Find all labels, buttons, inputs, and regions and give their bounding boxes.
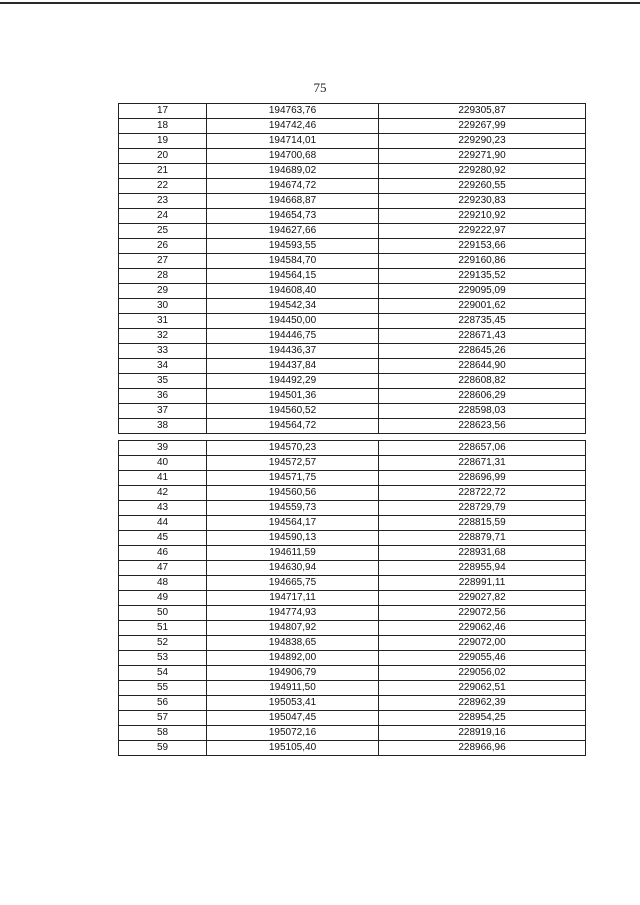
x-coordinate-cell: 194501,36 <box>207 389 379 404</box>
x-coordinate-cell: 194571,75 <box>207 471 379 486</box>
y-coordinate-cell: 228657,06 <box>379 441 586 456</box>
y-coordinate-cell: 228671,43 <box>379 329 586 344</box>
table-row <box>119 134 586 149</box>
table-row <box>119 576 586 591</box>
x-coordinate-cell: 194774,93 <box>207 606 379 621</box>
x-coordinate-cell: 194572,57 <box>207 456 379 471</box>
y-coordinate-cell: 229230,83 <box>379 194 586 209</box>
point-number-cell: 51 <box>119 621 207 636</box>
table-row <box>119 666 586 681</box>
x-coordinate-cell: 194700,68 <box>207 149 379 164</box>
table-row <box>119 194 586 209</box>
x-coordinate-cell: 194714,01 <box>207 134 379 149</box>
x-coordinate-cell: 194564,15 <box>207 269 379 284</box>
table-row <box>119 546 586 561</box>
table-row <box>119 314 586 329</box>
point-number-cell: 35 <box>119 374 207 389</box>
point-number-cell: 55 <box>119 681 207 696</box>
point-number-cell: 40 <box>119 456 207 471</box>
x-coordinate-cell: 194911,50 <box>207 681 379 696</box>
y-coordinate-cell: 229260,55 <box>379 179 586 194</box>
table-row <box>119 606 586 621</box>
point-number-cell: 53 <box>119 651 207 666</box>
x-coordinate-cell: 194838,65 <box>207 636 379 651</box>
point-number-cell: 43 <box>119 501 207 516</box>
x-coordinate-cell: 194436,37 <box>207 344 379 359</box>
point-number-cell: 59 <box>119 741 207 756</box>
x-coordinate-cell: 194611,59 <box>207 546 379 561</box>
point-number-cell: 34 <box>119 359 207 374</box>
point-number-cell: 30 <box>119 299 207 314</box>
y-coordinate-cell: 228671,31 <box>379 456 586 471</box>
y-coordinate-cell: 228729,79 <box>379 501 586 516</box>
x-coordinate-cell: 194437,84 <box>207 359 379 374</box>
point-number-cell: 52 <box>119 636 207 651</box>
x-coordinate-cell: 194717,11 <box>207 591 379 606</box>
table-row <box>119 344 586 359</box>
y-coordinate-cell: 228879,71 <box>379 531 586 546</box>
table-row <box>119 104 586 119</box>
y-coordinate-cell: 229305,87 <box>379 104 586 119</box>
y-coordinate-cell: 228955,94 <box>379 561 586 576</box>
page-number: 75 <box>313 80 327 95</box>
y-coordinate-cell: 228991,11 <box>379 576 586 591</box>
y-coordinate-cell: 229072,00 <box>379 636 586 651</box>
table-row <box>119 149 586 164</box>
x-coordinate-cell: 194906,79 <box>207 666 379 681</box>
y-coordinate-cell: 228919,16 <box>379 726 586 741</box>
coordinates-table-body <box>119 104 586 434</box>
x-coordinate-cell: 194608,40 <box>207 284 379 299</box>
table-row <box>119 621 586 636</box>
x-coordinate-cell: 194559,73 <box>207 501 379 516</box>
y-coordinate-cell: 228722,72 <box>379 486 586 501</box>
x-coordinate-cell: 195072,16 <box>207 726 379 741</box>
point-number-cell: 24 <box>119 209 207 224</box>
point-number-cell: 20 <box>119 149 207 164</box>
point-number-cell: 27 <box>119 254 207 269</box>
point-number-cell: 48 <box>119 576 207 591</box>
y-coordinate-cell: 229027,82 <box>379 591 586 606</box>
table-row <box>119 269 586 284</box>
point-number-cell: 26 <box>119 239 207 254</box>
table-row <box>119 456 586 471</box>
table-row <box>119 741 586 756</box>
y-coordinate-cell: 229160,86 <box>379 254 586 269</box>
y-coordinate-cell: 228966,96 <box>379 741 586 756</box>
point-number-cell: 41 <box>119 471 207 486</box>
point-number-cell: 19 <box>119 134 207 149</box>
y-coordinate-cell: 229280,92 <box>379 164 586 179</box>
x-coordinate-cell: 194630,94 <box>207 561 379 576</box>
x-coordinate-cell: 194542,34 <box>207 299 379 314</box>
y-coordinate-cell: 229062,51 <box>379 681 586 696</box>
y-coordinate-cell: 229210,92 <box>379 209 586 224</box>
y-coordinate-cell: 229001,62 <box>379 299 586 314</box>
table-row <box>119 284 586 299</box>
point-number-cell: 36 <box>119 389 207 404</box>
table-row <box>119 374 586 389</box>
table-row <box>119 209 586 224</box>
table-row <box>119 359 586 374</box>
x-coordinate-cell: 194668,87 <box>207 194 379 209</box>
y-coordinate-cell: 228815,59 <box>379 516 586 531</box>
y-coordinate-cell: 228954,25 <box>379 711 586 726</box>
table-row <box>119 329 586 344</box>
y-coordinate-cell: 228644,90 <box>379 359 586 374</box>
table-row <box>119 561 586 576</box>
point-number-cell: 22 <box>119 179 207 194</box>
table-row <box>119 711 586 726</box>
point-number-cell: 45 <box>119 531 207 546</box>
table-row <box>119 651 586 666</box>
y-coordinate-cell: 228962,39 <box>379 696 586 711</box>
point-number-cell: 50 <box>119 606 207 621</box>
table-row <box>119 179 586 194</box>
y-coordinate-cell: 228931,68 <box>379 546 586 561</box>
table-row <box>119 164 586 179</box>
table-row <box>119 419 586 434</box>
x-coordinate-cell: 194446,75 <box>207 329 379 344</box>
y-coordinate-cell: 229222,97 <box>379 224 586 239</box>
point-number-cell: 44 <box>119 516 207 531</box>
table-row <box>119 471 586 486</box>
point-number-cell: 21 <box>119 164 207 179</box>
y-coordinate-cell: 229072,56 <box>379 606 586 621</box>
coordinates-table-upper <box>118 103 586 434</box>
table-row <box>119 696 586 711</box>
point-number-cell: 38 <box>119 419 207 434</box>
table-row <box>119 404 586 419</box>
point-number-cell: 39 <box>119 441 207 456</box>
y-coordinate-cell: 229290,23 <box>379 134 586 149</box>
point-number-cell: 49 <box>119 591 207 606</box>
point-number-cell: 57 <box>119 711 207 726</box>
y-coordinate-cell: 229095,09 <box>379 284 586 299</box>
y-coordinate-cell: 228606,29 <box>379 389 586 404</box>
table-row <box>119 591 586 606</box>
x-coordinate-cell: 194564,17 <box>207 516 379 531</box>
y-coordinate-cell: 229135,52 <box>379 269 586 284</box>
point-number-cell: 28 <box>119 269 207 284</box>
point-number-cell: 37 <box>119 404 207 419</box>
y-coordinate-cell: 229062,46 <box>379 621 586 636</box>
x-coordinate-cell: 194584,70 <box>207 254 379 269</box>
y-coordinate-cell: 228735,45 <box>379 314 586 329</box>
top-border-line <box>0 2 640 4</box>
table-row <box>119 516 586 531</box>
point-number-cell: 31 <box>119 314 207 329</box>
y-coordinate-cell: 228608,82 <box>379 374 586 389</box>
table-row <box>119 224 586 239</box>
point-number-cell: 56 <box>119 696 207 711</box>
table-row <box>119 441 586 456</box>
table-row <box>119 239 586 254</box>
x-coordinate-cell: 195047,45 <box>207 711 379 726</box>
table-row <box>119 636 586 651</box>
y-coordinate-cell: 228645,26 <box>379 344 586 359</box>
x-coordinate-cell: 194742,46 <box>207 119 379 134</box>
x-coordinate-cell: 194450,00 <box>207 314 379 329</box>
x-coordinate-cell: 194564,72 <box>207 419 379 434</box>
x-coordinate-cell: 194590,13 <box>207 531 379 546</box>
x-coordinate-cell: 194654,73 <box>207 209 379 224</box>
x-coordinate-cell: 195053,41 <box>207 696 379 711</box>
x-coordinate-cell: 194560,56 <box>207 486 379 501</box>
x-coordinate-cell: 194593,55 <box>207 239 379 254</box>
point-number-cell: 54 <box>119 666 207 681</box>
point-number-cell: 18 <box>119 119 207 134</box>
x-coordinate-cell: 194665,75 <box>207 576 379 591</box>
table-row <box>119 119 586 134</box>
x-coordinate-cell: 194763,76 <box>207 104 379 119</box>
point-number-cell: 47 <box>119 561 207 576</box>
x-coordinate-cell: 194689,02 <box>207 164 379 179</box>
x-coordinate-cell: 194492,29 <box>207 374 379 389</box>
x-coordinate-cell: 194570,23 <box>207 441 379 456</box>
y-coordinate-cell: 228623,56 <box>379 419 586 434</box>
table-row <box>119 486 586 501</box>
y-coordinate-cell: 229056,02 <box>379 666 586 681</box>
table-row <box>119 681 586 696</box>
x-coordinate-cell: 194674,72 <box>207 179 379 194</box>
point-number-cell: 46 <box>119 546 207 561</box>
table-row <box>119 531 586 546</box>
point-number-cell: 33 <box>119 344 207 359</box>
x-coordinate-cell: 194892,00 <box>207 651 379 666</box>
point-number-cell: 17 <box>119 104 207 119</box>
y-coordinate-cell: 229055,46 <box>379 651 586 666</box>
point-number-cell: 25 <box>119 224 207 239</box>
point-number-cell: 23 <box>119 194 207 209</box>
x-coordinate-cell: 195105,40 <box>207 741 379 756</box>
coordinates-table-lower <box>118 440 586 756</box>
table-row <box>119 299 586 314</box>
table-row <box>119 254 586 269</box>
x-coordinate-cell: 194807,92 <box>207 621 379 636</box>
point-number-cell: 32 <box>119 329 207 344</box>
y-coordinate-cell: 228696,99 <box>379 471 586 486</box>
table-row <box>119 501 586 516</box>
y-coordinate-cell: 229271,90 <box>379 149 586 164</box>
y-coordinate-cell: 229267,99 <box>379 119 586 134</box>
point-number-cell: 42 <box>119 486 207 501</box>
point-number-cell: 29 <box>119 284 207 299</box>
x-coordinate-cell: 194560,52 <box>207 404 379 419</box>
table-row <box>119 726 586 741</box>
x-coordinate-cell: 194627,66 <box>207 224 379 239</box>
table-row <box>119 389 586 404</box>
y-coordinate-cell: 228598,03 <box>379 404 586 419</box>
point-number-cell: 58 <box>119 726 207 741</box>
coordinates-table-body <box>119 441 586 756</box>
y-coordinate-cell: 229153,66 <box>379 239 586 254</box>
